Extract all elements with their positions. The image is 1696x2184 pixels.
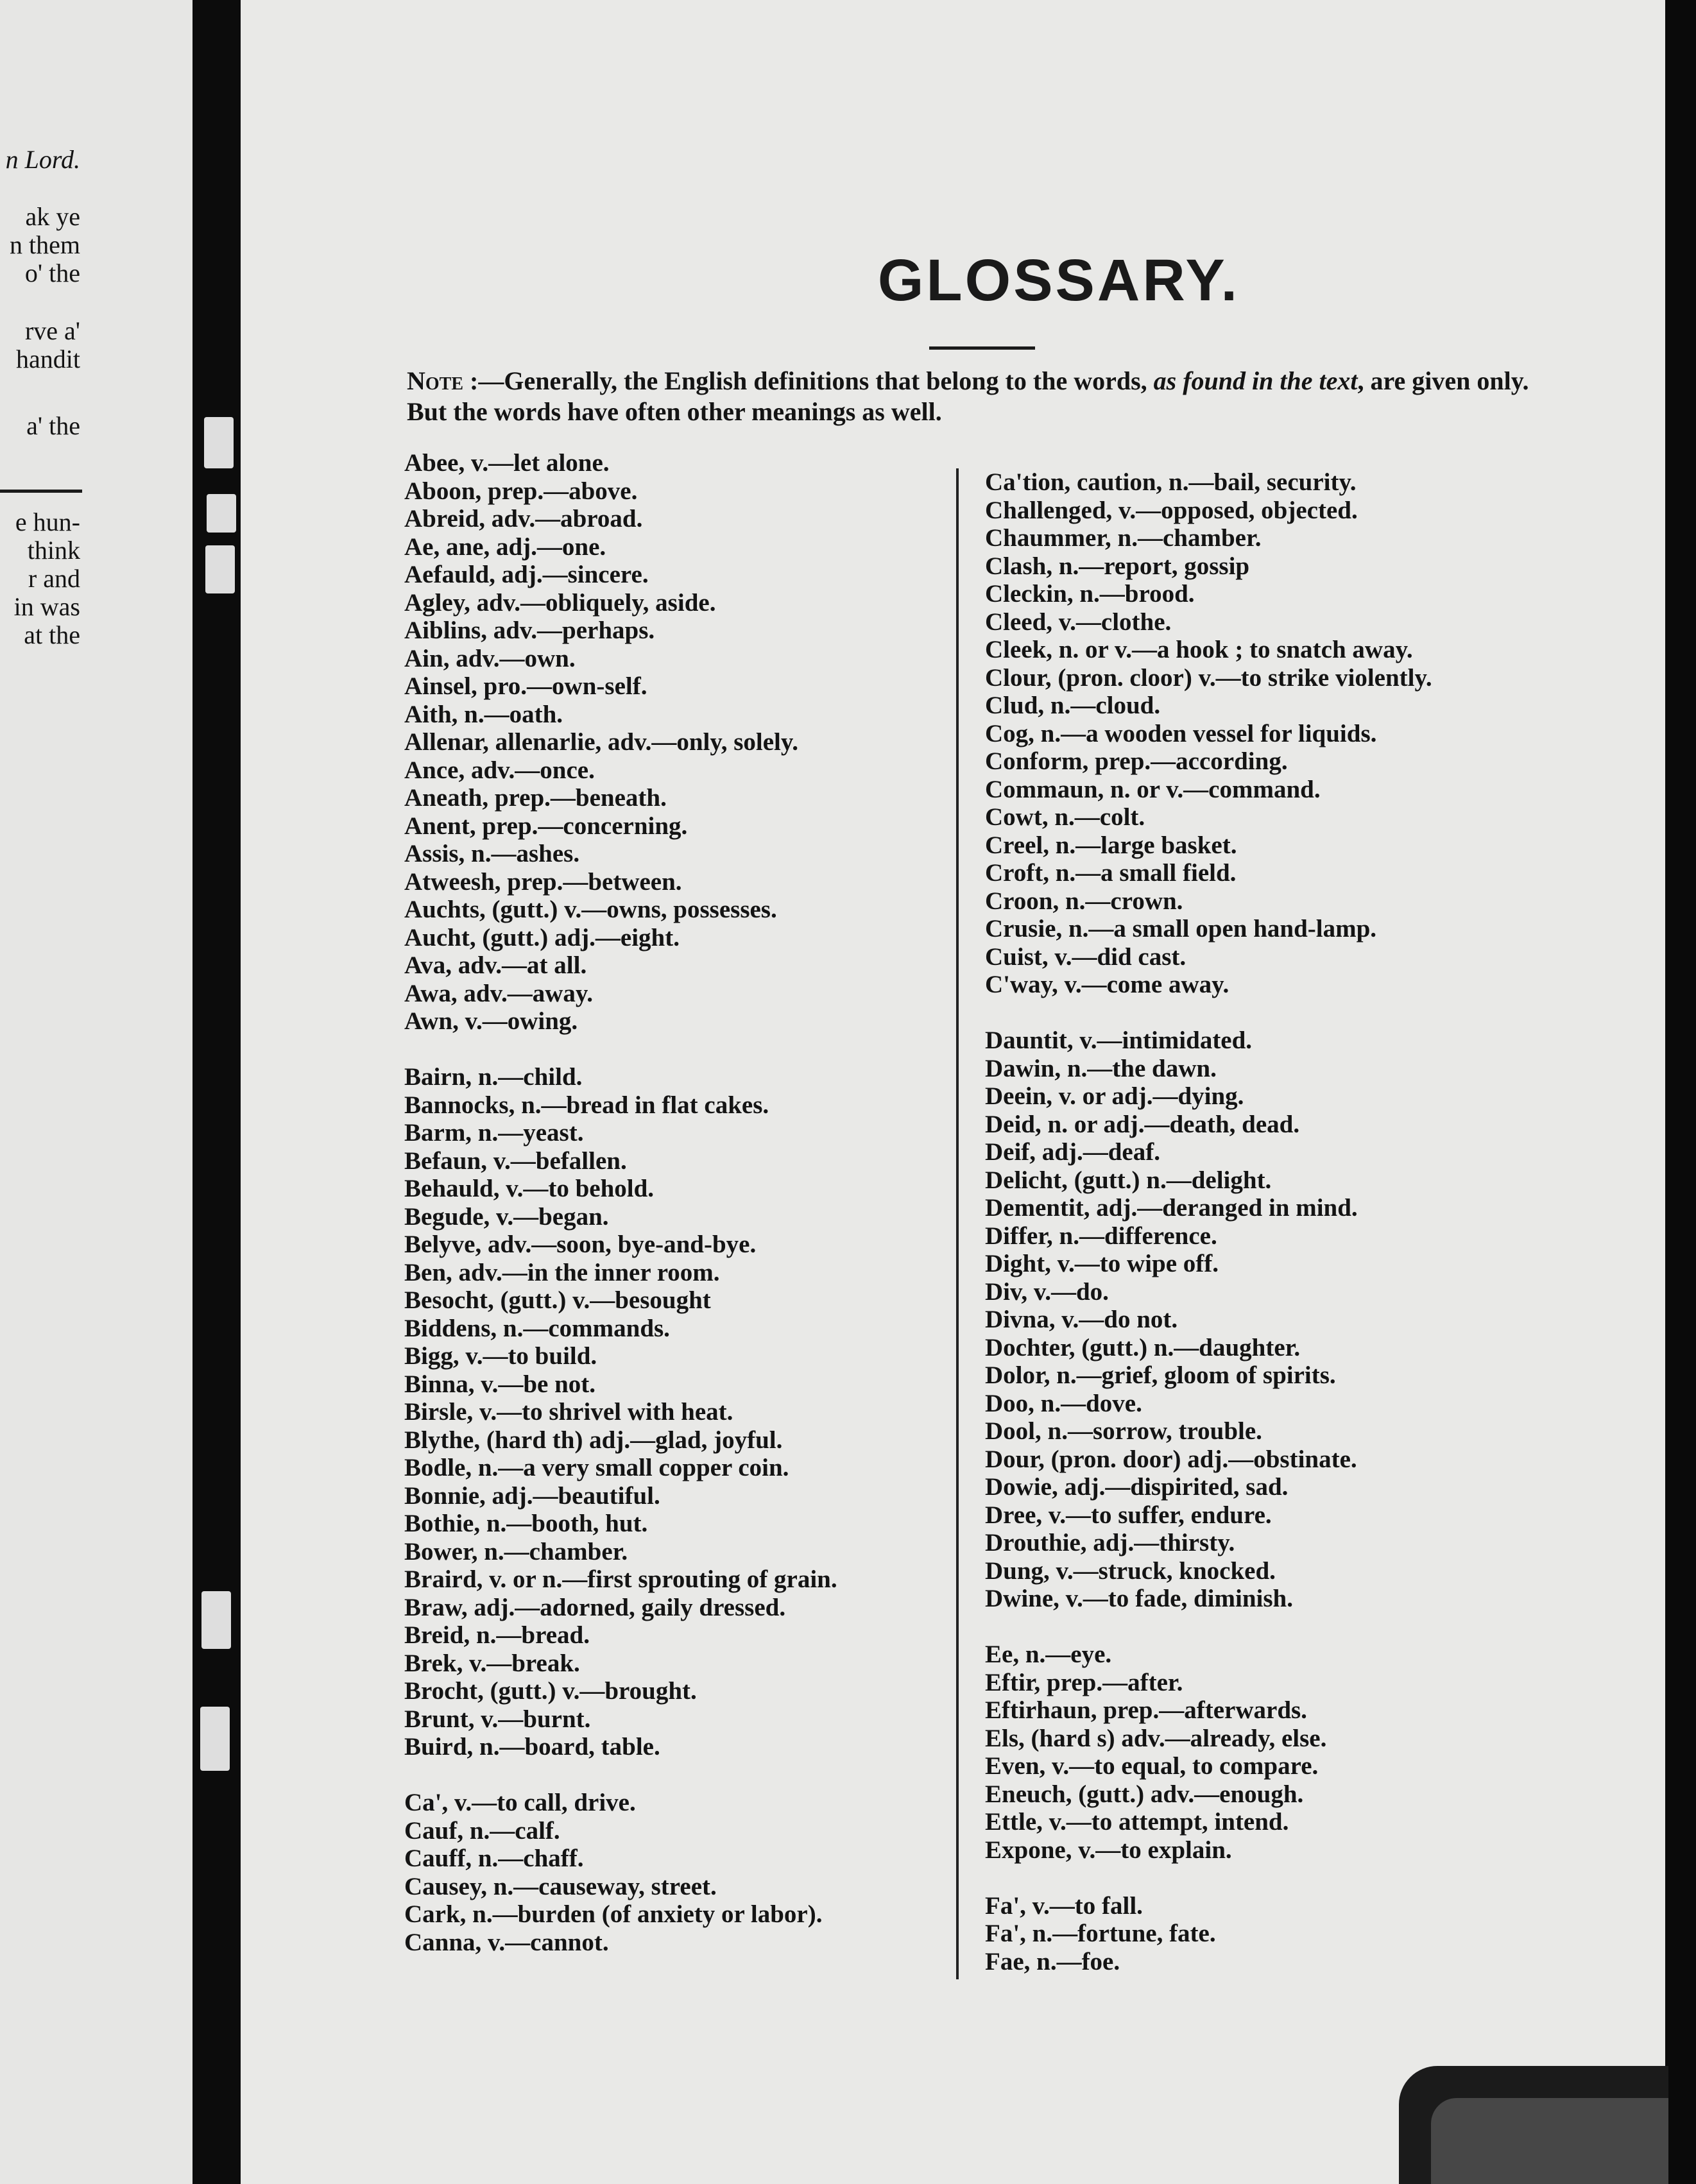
note-text-a: —Generally, the English definitions that belong to the words, [478,366,1154,395]
glossary-entry: Doo, n.—dove. [985,1389,1142,1417]
section-gap [985,999,1665,1027]
glossary-column-left [404,449,950,1956]
facing-page-rule [0,490,82,493]
glossary-entry: Anent, prep.—concerning. [404,812,688,840]
glossary-entry: Causey, n.—causeway, street. [404,1872,717,1900]
page-title: GLOSSARY. [877,248,1240,313]
glossary-entry: Behauld, v.—to behold. [404,1175,655,1202]
facing-page-line: e hun- [15,508,80,536]
glossary-entry: C'way, v.—come away. [985,971,1229,998]
glossary-entry: Binna, v.—be not. [404,1370,596,1398]
title-rule [929,346,1035,350]
binding-thread [207,494,236,533]
glossary-entry: Div, v.—do. [985,1277,1109,1306]
glossary-entry: Dree, v.—to suffer, endure. [985,1501,1272,1529]
glossary-entry: Bannocks, n.—bread in flat cakes. [404,1091,769,1119]
glossary-entry: Aith, n.—oath. [404,700,563,728]
facing-page-line: in was [13,592,80,621]
facing-page-line: handit [16,345,80,373]
facing-page-line: think [27,536,80,565]
note-text-b: , are given only. But the words have often other meanings as well. [407,366,1529,426]
glossary-entry: Brunt, v.—burnt. [404,1705,591,1733]
facing-page-text [0,507,193,538]
glossary-entry: Dawin, n.—the dawn. [985,1054,1217,1082]
glossary-entry: Deid, n. or adj.—death, dead. [985,1110,1300,1138]
glossary-entry: Allenar, allenarlie, adv.—only, solely. [404,728,798,756]
glossary-entry: Dolor, n.—grief, gloom of spirits. [985,1361,1336,1389]
glossary-entry: Dowie, adj.—dispirited, sad. [985,1473,1289,1501]
glossary-entry: Ae, ane, adj.—one. [404,533,606,561]
glossary-entry: Blythe, (hard th) adj.—glad, joyful. [404,1426,783,1454]
glossary-entry: Commaun, n. or v.—command. [985,775,1321,803]
glossary-entry: Conform, prep.—according. [985,747,1288,775]
glossary-entry: Deif, adj.—deaf. [985,1138,1160,1166]
glossary-note [407,366,1555,427]
glossary-entry: Ava, adv.—at all. [404,951,587,979]
glossary-entry: Chaummer, n.—chamber. [985,524,1262,552]
glossary-entry: Dung, v.—struck, knocked. [985,1557,1276,1585]
glossary-entry: Ettle, v.—to attempt, intend. [985,1808,1289,1836]
facing-page-text [0,258,193,289]
glossary-entry: Cauf, n.—calf. [404,1816,560,1845]
facing-page-line: n them [10,230,80,259]
glossary-entry: Befaun, v.—befallen. [404,1147,627,1175]
facing-page-line: rve a' [24,316,80,345]
facing-page-text [0,230,193,260]
glossary-entry: Expone, v.—to explain. [985,1836,1232,1864]
glossary-entry: Canna, v.—cannot. [404,1928,609,1956]
facing-page-line: ak ye [25,202,80,231]
glossary-entry: Aneath, prep.—beneath. [404,784,667,812]
glossary-entry: Eftir, prep.—after. [985,1668,1183,1696]
facing-page-line: a' the [26,411,80,440]
glossary-entry: Dementit, adj.—deranged in mind. [985,1194,1358,1222]
column-divider [956,468,959,1979]
glossary-entry: Eftirhaun, prep.—afterwards. [985,1696,1307,1724]
glossary-entry: Dour, (pron. door) adj.—obstinate. [985,1445,1357,1473]
facing-page-text [0,592,193,622]
glossary-entry: Bower, n.—chamber. [404,1537,628,1565]
glossary-entry: Atweesh, prep.—between. [404,867,682,896]
glossary-entry: Dwine, v.—to fade, diminish. [985,1585,1293,1612]
glossary-entry: Differ, n.—difference. [985,1222,1217,1250]
section-gap [985,1613,1665,1641]
glossary-entry: Clour, (pron. cloor) v.—to strike violently. [985,663,1432,692]
scanner-clip-inner [1431,2098,1668,2184]
glossary-entry: Assis, n.—ashes. [404,840,580,867]
book-gutter [193,0,241,2184]
facing-page-edge [0,0,193,2184]
glossary-entry: Brocht, (gutt.) v.—brought. [404,1677,697,1705]
glossary-entry: Croon, n.—crown. [985,887,1183,915]
glossary-entry: Biddens, n.—commands. [404,1314,670,1342]
glossary-entry: Cleckin, n.—brood. [985,580,1195,608]
glossary-entry: Ca', v.—to call, drive. [404,1789,636,1816]
glossary-entry: Cowt, n.—colt. [985,803,1145,831]
glossary-entry: Breid, n.—bread. [404,1621,590,1649]
glossary-entry: Ance, adv.—once. [404,756,595,784]
glossary-entry: Dight, v.—to wipe off. [985,1250,1219,1277]
facing-page-line: at the [24,620,80,649]
binding-thread [200,1707,230,1771]
glossary-entry: Cuist, v.—did cast. [985,943,1186,971]
glossary-entry: Fae, n.—foe. [985,1947,1120,1975]
glossary-entry: Aefauld, adj.—sincere. [404,561,649,588]
facing-page-text [0,344,193,375]
glossary-entry: Barm, n.—yeast. [404,1119,584,1147]
note-emphasis: as found in the text [1153,366,1358,395]
facing-page-text [0,411,193,441]
glossary-entry: Auchts, (gutt.) v.—owns, possesses. [404,896,777,923]
facing-page-line: r and [28,564,80,593]
glossary-entry: Ben, adv.—in the inner room. [404,1258,720,1286]
glossary-page [241,0,1665,2184]
glossary-entry: Cleed, v.—clothe. [985,608,1172,636]
glossary-entry: Besocht, (gutt.) v.—besought [404,1286,711,1314]
glossary-entry: Deein, v. or adj.—dying. [985,1082,1244,1110]
glossary-entry: Even, v.—to equal, to compare. [985,1752,1319,1780]
glossary-entry: Bothie, n.—booth, hut. [404,1510,648,1537]
glossary-entry: Challenged, v.—opposed, objected. [985,496,1358,524]
glossary-entry: Ain, adv.—own. [404,644,576,672]
facing-page-text [0,144,193,175]
glossary-entry: Dauntit, v.—intimidated. [985,1027,1253,1054]
glossary-entry: Creel, n.—large basket. [985,831,1237,859]
glossary-entry: Cauff, n.—chaff. [404,1845,584,1872]
glossary-entry: Awa, adv.—away. [404,979,593,1007]
glossary-entry: Abreid, adv.—abroad. [404,505,643,533]
glossary-entry: Bairn, n.—child. [404,1063,583,1091]
glossary-column-right [985,468,1665,1975]
glossary-entry: Els, (hard s) adv.—already, else. [985,1724,1327,1752]
glossary-entry: Agley, adv.—obliquely, aside. [404,588,716,617]
glossary-entry: Dool, n.—sorrow, trouble. [985,1417,1262,1445]
note-label: Note : [407,366,479,395]
facing-page-text [0,563,193,594]
glossary-entry: Divna, v.—do not. [985,1306,1178,1333]
glossary-entry: Aboon, prep.—above. [404,477,638,505]
glossary-entry: Braird, v. or n.—first sprouting of grain. [404,1565,837,1593]
facing-page-line: o' the [24,259,80,287]
glossary-entry: Bodle, n.—a very small copper coin. [404,1454,789,1481]
glossary-entry: Birsle, v.—to shrivel with heat. [404,1398,733,1426]
glossary-entry: Eneuch, (gutt.) adv.—enough. [985,1780,1304,1808]
glossary-entry: Clash, n.—report, gossip [985,552,1250,580]
glossary-entry: Fa', v.—to fall. [985,1891,1143,1920]
glossary-entry: Ca'tion, caution, n.—bail, security. [985,468,1357,496]
glossary-entry: Drouthie, adj.—thirsty. [985,1529,1235,1557]
facing-page-text [0,535,193,566]
binding-thread [204,417,234,468]
glossary-entry: Fa', n.—fortune, fate. [985,1920,1216,1947]
glossary-entry: Belyve, adv.—soon, bye-and-bye. [404,1231,757,1258]
glossary-entry: Aiblins, adv.—perhaps. [404,617,655,644]
section-gap [404,1761,950,1789]
glossary-entry: Clud, n.—cloud. [985,692,1161,719]
glossary-entry: Delicht, (gutt.) n.—delight. [985,1166,1272,1194]
glossary-entry: Dochter, (gutt.) n.—daughter. [985,1333,1301,1361]
facing-page-text [0,620,193,651]
glossary-entry: Ee, n.—eye. [985,1641,1112,1668]
glossary-entry: Bigg, v.—to build. [404,1342,597,1370]
glossary-entry: Begude, v.—began. [404,1202,609,1231]
glossary-entry: Crusie, n.—a small open hand-lamp. [985,915,1377,943]
glossary-entry: Cark, n.—burden (of anxiety or labor). [404,1900,823,1928]
section-gap [404,1036,950,1064]
facing-page-text [0,201,193,232]
binding-thread [205,545,235,593]
glossary-entry: Brek, v.—break. [404,1649,580,1677]
glossary-entry: Awn, v.—owing. [404,1007,578,1035]
section-gap [985,1864,1665,1892]
glossary-entry: Aucht, (gutt.) adj.—eight. [404,923,680,951]
glossary-entry: Abee, v.—let alone. [404,449,610,477]
facing-page-text [0,316,193,346]
glossary-entry: Bonnie, adj.—beautiful. [404,1481,660,1510]
glossary-entry: Buird, n.—board, table. [404,1733,660,1761]
glossary-entry: Ainsel, pro.—own-self. [404,672,647,700]
glossary-entry: Braw, adj.—adorned, gaily dressed. [404,1593,786,1621]
glossary-entry: Cleek, n. or v.—a hook ; to snatch away. [985,636,1413,663]
binding-thread [201,1591,231,1649]
glossary-entry: Cog, n.—a wooden vessel for liquids. [985,719,1377,747]
glossary-entry: Croft, n.—a small field. [985,859,1237,887]
facing-page-line: n Lord. [5,145,80,174]
